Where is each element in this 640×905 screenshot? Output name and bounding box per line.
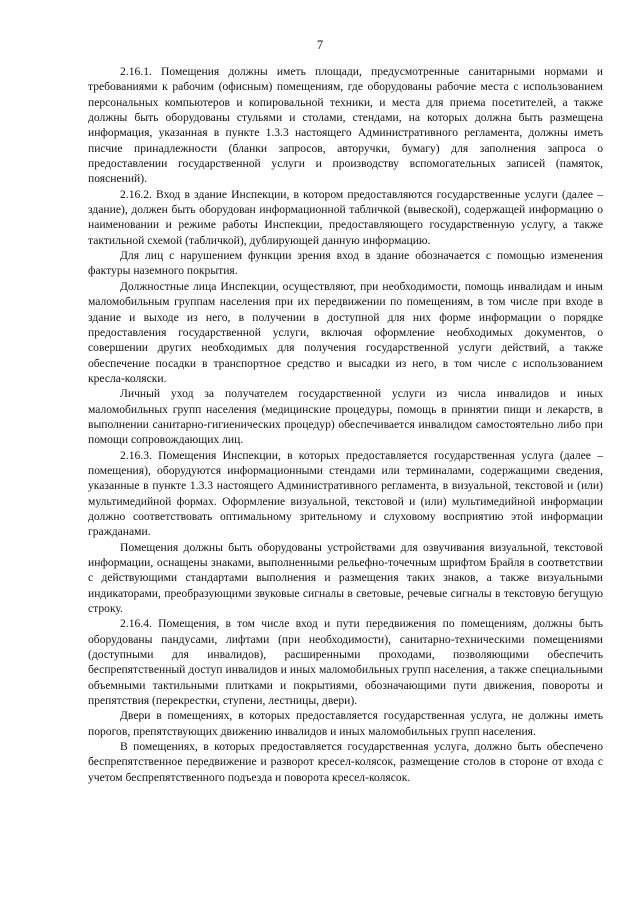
paragraph-personal-care: Личный уход за получателем государственной услуги из числа инвалидов и иных маломобильных групп населения (медицинские процедуры, помощь в принятии пищи и лекарств, в выполнении санитарно-гигиенических процедур) обеспечивается инвалидом самостоятельно либо при помощи сопровождающих лиц. — [88, 387, 603, 447]
paragraph-visual-impairment-entrance: Для лиц с нарушением функции зрения вход в здание обозначается с помощью изменения фактуры наземного покрытия. — [88, 249, 603, 278]
paragraph-wheelchair-movement: В помещениях, в которых предоставляется государственная услуга, должно быть обеспечено беспрепятственное передвижение и разворот кресел-колясок, размещение столов в стороне от входа с учетом беспрепятственного подъезда и поворота кресел-колясок. — [88, 740, 603, 784]
paragraph-2-16-3: 2.16.3. Помещения Инспекции, в которых предоставляется государственная услуга (далее – помещения), оборудуются информационными стендами или терминалами, содержащими сведения, указанные в пункте 1.3.3 настоящего Административного регламента, в визуальной, текстовой и (или) мультимедийной формах. Оформление визуальной, текстовой и (или) мультимедийной информации должно соответствовать оптимальному зрительному и слуховому восприятию этой информации гражданами. — [88, 448, 603, 539]
document-body — [88, 64, 603, 785]
paragraph-2-16-1: 2.16.1. Помещения должны иметь площади, предусмотренные санитарными нормами и требованиями к рабочим (офисным) помещениям, где оборудованы рабочие места с использованием персональных компьютеров и копировальной техники, и места для приема посетителей, а также должны быть оборудованы стульями и столами, стендами, на которых должна быть размещена информация, указанная в пункте 1.3.3 настоящего Административного регламента, должны иметь писчие принадлежности (бланки запросов, авторучки, бумагу) для заполнения запроса о предоставлении государственной услуги и производству вспомогательных записей (памяток, пояснений). — [88, 65, 603, 186]
paragraph-2-16-4: 2.16.4. Помещения, в том числе вход и пути передвижения по помещениям, должны быть оборудованы пандусами, лифтами (при необходимости), санитарно-техническими помещениями (доступными для инвалидов), расширенными проходами, позволяющими обеспечить беспрепятственный доступ инвалидов и иных маломобильных групп населения, а также специальными объемными тактильными плитками и покрытиями, обозначающими пути движения, повороты и препятствия (перекрестки, ступени, лестницы, двери). — [88, 617, 603, 708]
page-number: 7 — [316, 38, 324, 52]
paragraph-staff-assistance: Должностные лица Инспекции, осуществляют, при необходимости, помощь инвалидам и иным маломобильным группам населения при их передвижении по помещениям, в том числе при входе в здание и выходе из него, в получении в доступной для них форме информации о порядке предоставления государственной услуги, включая оформление необходимых документов, о совершении других необходимых для получения государственной услуги действий, а также обеспечение посадки в транспортное средство и высадки из него, в том числе с использованием кресла-коляски. — [88, 279, 603, 385]
paragraph-doors-without-thresholds: Двери в помещениях, в которых предоставляется государственная услуга, не должны иметь порогов, препятствующих движению инвалидов и иных маломобильных групп населения. — [88, 709, 603, 738]
paragraph-audio-braille-equipment: Помещения должны быть оборудованы устройствами для озвучивания визуальной, текстовой информации, оснащены знаками, выполненными рельефно-точечным шрифтом Брайля в соответствии с действующими стандартами выполнения и размещения таких знаков, а также визуальными индикаторами, преобразующими звуковые сигналы в световые, речевые сигналы в текстовую бегущую строку. — [88, 540, 603, 616]
paragraph-2-16-2: 2.16.2. Вход в здание Инспекции, в котором предоставляются государственные услуги (далее – здание), должен быть оборудован информационной табличкой (вывеской), содержащей информацию о наименовании и режиме работы Инспекции, предоставляющего государственную услугу, а также тактильной схемой (табличкой), дублирующей данную информацию. — [88, 187, 603, 247]
